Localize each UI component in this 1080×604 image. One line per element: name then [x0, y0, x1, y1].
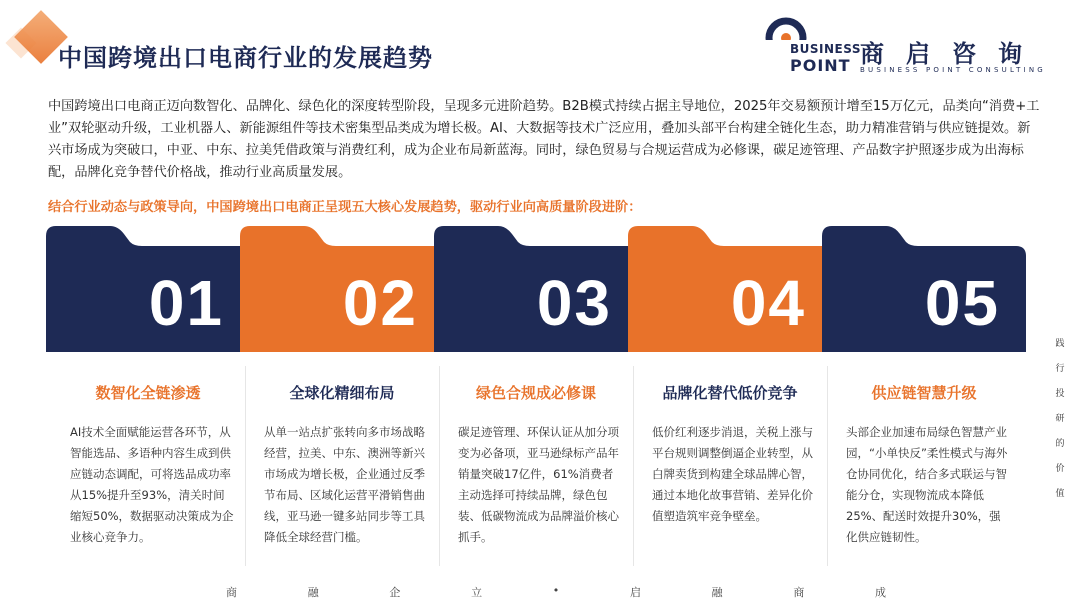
card-number: 02: [342, 267, 418, 339]
card-body: [434, 352, 638, 576]
highlight-sentence: 结合行业动态与政策导向，中国跨境出口电商正呈现五大核心发展趋势，驱动行业向高质量阶段进阶：: [48, 200, 642, 215]
side-char: 价: [1055, 464, 1065, 474]
trend-cards: [46, 226, 1026, 576]
card-title: 全球化精细布局: [289, 384, 395, 402]
footer-char: 立: [471, 586, 483, 599]
card-title: 品牌化替代低价竞争: [662, 384, 798, 402]
card-body: [628, 352, 832, 576]
logo-chinese-name: 商启咨询: [860, 40, 1044, 68]
logo-business-text: BUSINESS: [790, 42, 861, 56]
side-char: 行: [1055, 364, 1065, 374]
card-description: 从单一站点扩张转向多市场战略经营，拉美、中东、澳洲等新兴市场成为增长极，企业通过反季节布局、区域化运营平滑销售曲线，亚马逊一键多站同步等工具降低全球经营门槛。: [264, 425, 425, 544]
card-number: 05: [924, 267, 1000, 339]
side-char: 投: [1055, 389, 1065, 399]
footer-char: 融: [711, 586, 723, 599]
card-divider: [827, 366, 828, 566]
footer-char: 企: [389, 586, 401, 599]
page-title: 中国跨境出口电商行业的发展趋势: [58, 44, 433, 72]
card-description: 碳足迹管理、环保认证从加分项变为必备项，亚马逊绿标产品年销量突破17亿件，61%消费者主动选择可持续品牌，绿色包装、低碳物流成为品牌溢价核心抓手。: [458, 425, 619, 544]
footer-char: 成: [875, 586, 886, 599]
side-vertical-slogan: [1054, 340, 1066, 515]
card-divider: [439, 366, 440, 566]
trend-card-4: [628, 226, 832, 576]
side-char: 践: [1055, 339, 1065, 349]
card-description: 头部企业加速布局绿色智慧产业园，“小单快反”柔性模式与海外仓协同优化，结合多式联运与智能分仓，实现物流成本降低25%、配送时效提升30%，强化供应链韧性。: [846, 425, 1008, 544]
trend-card-3: [434, 226, 638, 576]
card-number: 03: [536, 267, 612, 339]
card-title: 数智化全链渗透: [95, 384, 201, 402]
company-logo: [764, 14, 1064, 76]
card-description: 低价红利逐步消退，关税上涨与平台规则调整倒逼企业转型，从白牌卖货到构建全球品牌心智，通过本地化故事营销、差异化价值塑造筑牢竞争壁垒。: [652, 425, 813, 523]
footer-char: 商: [793, 586, 805, 599]
logo-point-text: POINT: [790, 56, 851, 75]
card-body: [822, 352, 1026, 576]
footer-char: 启: [629, 586, 641, 599]
footer-char: 商: [226, 586, 237, 599]
footer-slogan: [226, 584, 886, 600]
trend-card-2: [240, 226, 444, 576]
card-number: 01: [148, 267, 224, 339]
card-description: AI技术全面赋能运营各环节，从智能选品、多语种内容生成到供应链动态调配，可将选品成功率从15%提升至93%，清关时间缩短50%，数据驱动决策成为企业核心竞争力。: [70, 425, 234, 544]
card-body: [240, 352, 444, 576]
card-title: 供应链智慧升级: [871, 384, 977, 402]
card-divider: [245, 366, 246, 566]
side-char: 值: [1055, 489, 1065, 499]
trend-card-5: [822, 226, 1026, 576]
card-number: 04: [730, 267, 806, 339]
side-char: 的: [1055, 439, 1065, 449]
side-char: 研: [1055, 414, 1065, 424]
card-body: [46, 352, 250, 576]
logo-english-name: BUSINESS POINT CONSULTING: [860, 66, 1046, 74]
footer-char: •: [552, 584, 560, 597]
card-divider: [633, 366, 634, 566]
card-title: 绿色合规成必修课: [475, 384, 596, 402]
intro-paragraph: 中国跨境出口电商正迈向数智化、品牌化、绿色化的深度转型阶段，呈现多元进阶趋势。B2B模式持续占据主导地位，2025年交易额预计增至15万亿元，品类向“消费+工业”双轮驱动升级，工业机器人、新能源组件等技术密集型品类成为增长极。AI、大数据等技术广泛应用，叠加头部平台构建全链化生态，助力精准营销与供应链提效。新兴市场成为突破口，中亚、中东、拉美凭借政策与消费红利，成为企业布局新蓝海。同时，绿色贸易与合规运营成为必修课，碳足迹管理、产品数字护照逐步成为出海标配，品牌化竞争替代价格战，推动行业高质量发展。: [48, 99, 1040, 180]
trend-card-1: [46, 226, 250, 576]
footer-char: 融: [307, 586, 319, 599]
